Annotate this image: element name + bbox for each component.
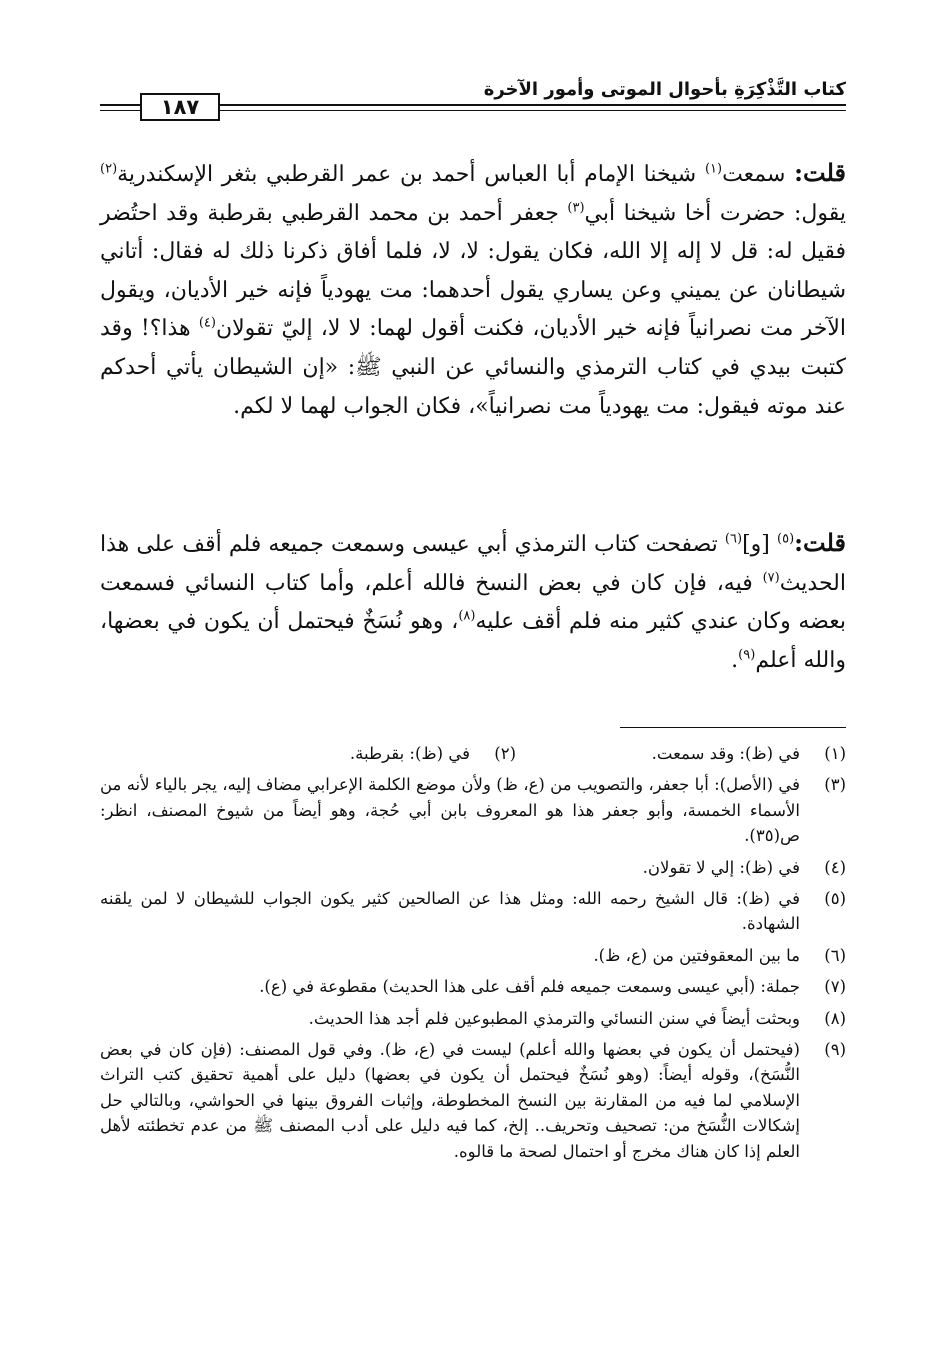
footnote-ref: (٧) — [762, 570, 780, 586]
footnote-9 — [100, 1037, 846, 1164]
footnote-number: (٣) — [824, 775, 846, 795]
footnote-text: ما بين المعقوفتين من (ع، ظ). — [593, 945, 800, 965]
paragraph-text: سمعت — [722, 162, 795, 187]
paragraph-text: . — [731, 647, 739, 673]
footnote-6 — [100, 943, 846, 968]
footnote-5 — [100, 886, 846, 937]
paragraph-text: شيخنا الإمام أبا العباس أحمد بن عمر القرطبي بثغر الإسكندرية — [117, 162, 705, 187]
paragraph-text: جعفر أحمد بن محمد القرطبي بقرطبة وقد احتُضر فقيل له: قل لا إله إلا الله، فكان يقول: لا، لا، فلما أفاق ذكرنا ذلك له فقال: أتاني شيطانان عن يميني وعن يساري يقول أحدهما: مت يهودياً فإنه خير الأديان، ويقول الآخر مت نصرانياً فإنه خير الأديان، فكنت أقول لهما: لا لا، إليّ تقولان — [100, 200, 846, 342]
footnote-8 — [100, 1006, 846, 1031]
paragraph-text: فيه، فإن كان في بعض النسخ فالله أعلم، وأما كتاب النسائي فسمعت بعضه وكان عندي كثير منه فلم أقف عليه — [100, 570, 846, 635]
footnote-1 — [516, 741, 846, 766]
paragraph-lead: قلت: — [794, 158, 846, 187]
footnote-ref: (٦) — [724, 531, 743, 547]
footnote-ref: (٤) — [198, 316, 216, 332]
paragraph-text: [و] — [742, 532, 777, 557]
footnote-text: (فيحتمل أن يكون في بعضها والله أعلم) ليست في (ع، ظ). وفي قول المصنف: (فإن كان في بعض النُّسَخ)، وقوله أيضاً: (وهو نُسَخٌ فيحتمل أن يكون في بعضها) دليل على أهمية تحقيق كتب التراث الإسلامي لما فيه من المقارنة بين النسخ المخطوطة، وإثبات الفروق بينها في الحواشي، وبالتالي حل إشكالات النُّسَخ من: تصحيف وتحريف.. إلخ، كما فيه دليل على أدب المصنف ﷺ من عدم تخطئته لأهل العلم إذا كان هناك مخرج أو احتمال لصحة ما قالوه. — [100, 1040, 800, 1161]
footnote-ref: (٥) — [777, 531, 795, 547]
footnote-4 — [100, 855, 846, 880]
footnote-text: في (ظ): وقد سمعت. — [651, 744, 800, 763]
paragraph-text: هذا؟! وقد كتبت بيدي في كتاب الترمذي والنسائي عن النبي ﷺ: «إن الشيطان يأتي أحدكم عند موته فيقول: مت يهودياً مت نصرانياً»، فكان الجواب لهما لا لكم. — [100, 316, 846, 419]
paragraph-text: ، وهو نُسَخٌ فيحتمل أن يكون في بعضها، والله أعلم — [100, 609, 846, 673]
footnote-row — [100, 741, 846, 766]
page-number: ١٨٧ — [140, 93, 220, 121]
footnote-7 — [100, 974, 846, 999]
footnote-ref: (١) — [704, 161, 723, 177]
paragraph-1 — [100, 154, 846, 426]
footnote-3 — [100, 772, 846, 848]
footnote-ref: (٢) — [100, 161, 118, 177]
paragraph-text: تصفحت كتاب الترمذي أبي عيسى وسمعت جميعه فلم أقف على هذا الحديث — [100, 532, 846, 596]
footnote-number: (٢) — [494, 744, 516, 763]
footnote-text: في (ظ): قال الشيخ رحمه الله: ومثل هذا عن الصالحين كثير يكون الجواب للشيطان لا لمن يلقنه الشهادة. — [100, 889, 800, 934]
footnote-2 — [350, 741, 516, 766]
footnote-text: في (ظ): بقرطبة. — [349, 744, 470, 763]
footnotes — [100, 741, 846, 1170]
paragraph-lead: قلت: — [794, 528, 846, 557]
paragraph-2 — [100, 524, 846, 680]
footnote-number: (٦) — [824, 945, 846, 965]
footnote-ref: (٨) — [458, 608, 476, 624]
footnote-number: (٤) — [824, 857, 846, 877]
footnote-text: جملة: (أبي عيسى وسمعت جميعه فلم أقف على هذا الحديث) مقطوعة في (ع). — [259, 977, 800, 997]
footnote-number: (٩) — [824, 1040, 846, 1060]
footnote-number: (٨) — [824, 1008, 846, 1028]
footnote-number: (٥) — [824, 889, 846, 909]
footnote-number: (٧) — [824, 977, 846, 997]
paragraph-text: يقول: حضرت أخا شيخنا أبي — [584, 200, 846, 226]
footnote-number: (١) — [824, 744, 846, 763]
footnote-text: في (الأصل): أبا جعفر، والتصويب من (ع، ظ) ولأن موضع الكلمة الإعرابي مضاف إليه، يجر بالياء لأنه من الأسماء الخمسة، وأبو جعفر هذا هو المعروف بابن أبي حُجة، وهو أيضاً من شيوخ المصنف، انظر: ص(٣٥). — [100, 775, 800, 846]
footnote-ref: (٩) — [738, 647, 756, 663]
footnote-text: وبحثت أيضاً في سنن النسائي والترمذي المطبوعين فلم أجد هذا الحديث. — [308, 1008, 800, 1028]
footnote-separator — [620, 727, 846, 728]
footnote-ref: (٣) — [567, 200, 585, 216]
footnote-text: في (ظ): إلي لا تقولان. — [642, 857, 800, 877]
running-title: كتاب التَّذْكِرَةِ بأحوال الموتى وأمور الآخرة — [483, 79, 846, 100]
